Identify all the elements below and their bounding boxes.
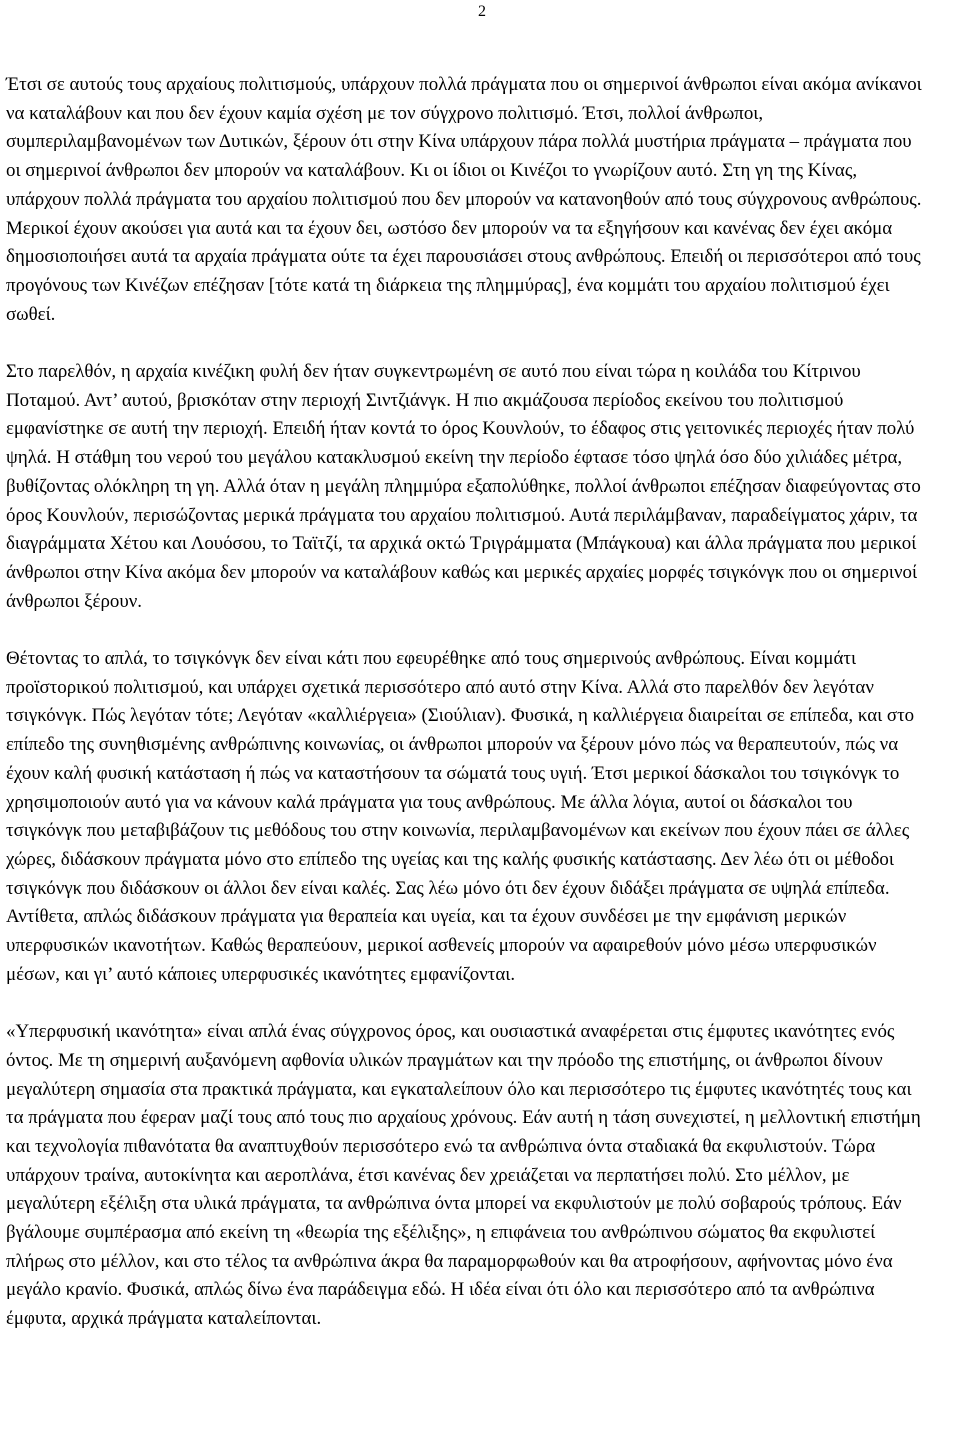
paragraph: Θέτοντας το απλά, το τσιγκόνγκ δεν είναι κάτι που εφευρέθηκε από τους σημερινούς ανθρώπους. Είναι κομμάτι προϊστορικού πολιτισμού, και υπάρχει σχετικά περισσότερο από αυτό στην Κίνα. Αλλά στο παρελθόν δεν λεγόταν τσιγκόνγκ. Πώς λεγόταν τότε; Λεγόταν «καλλιέργεια» (Σιούλιαν). Φυσικά, η καλλιέργεια διαιρείται σε επίπεδα, και στο επίπεδο της συνηθισμένης ανθρώπινης κοινωνίας, οι άνθρωποι μπορούν να ξέρουν μόνο πώς να θεραπευτούν, πώς να έχουν καλή φυσική κατάσταση ή πώς να καταστήσουν τα σώματά τους υγιή. Έτσι μερικοί δάσκαλοι του τσιγκόνγκ το χρησιμοποιούν αυτό για να κάνουν καλά πράγματα για τους ανθρώπους. Με άλλα λόγια, αυτοί οι δάσκαλοι του τσιγκόνγκ που μεταβιβάζουν τις μεθόδους του στην κοινωνία, περιλαμβανομένων και εκείνων που έχουν πάει σε άλλες χώρες, διδάσκουν πράγματα μόνο στο επίπεδο της υγείας και της καλής φυσικής κατάστασης. Δεν λέω ότι οι μέθοδοι τσιγκόνγκ που διδάσκουν οι άλλοι δεν είναι καλές. Σας λέω μόνο ότι δεν έχουν διδάξει πράγματα σε υψηλά επίπεδα. Αντίθετα, απλώς διδάσκουν πράγματα για θεραπεία και υγεία, και τα έχουν συνδέσει με την εμφάνιση μερικών υπερφυσικών ικανοτήτων. Καθώς θεραπεύουν, μερικοί ασθενείς μπορούν να αφαιρεθούν μόνο μέσω υπερφυσικών μέσων, και γι’ αυτό κάποιες υπερφυσικές ικανότητες εμφανίζονται. [6, 648, 915, 985]
document-body [6, 71, 926, 1334]
paragraph: Στο παρελθόν, η αρχαία κινέζικη φυλή δεν ήταν συγκεντρωμένη σε αυτό που είναι τώρα η κοιλάδα του Κίτρινου Ποταμού. Αντ’ αυτού, βρισκόταν στην περιοχή Σιντζιάνγκ. Η πιο ακμάζουσα περίοδος εκείνου του πολιτισμού εμφανίστηκε σε αυτή την περιοχή. Επειδή ήταν κοντά το όρος Κουνλούν, το έδαφος στις γειτονικές περιοχές ήταν πολύ ψηλά. Η στάθμη του νερού του μεγάλου κατακλυσμού εκείνη την περίοδο έφτασε τόσο ψηλά όσο δύο χιλιάδες μέτρα, βυθίζοντας ολόκληρη τη γη. Αλλά όταν η μεγάλη πλημμύρα εξαπολύθηκε, πολλοί άνθρωποι επέζησαν διαφεύγοντας στο όρος Κουνλούν, περισώζοντας μερικά πράγματα του αρχαίου πολιτισμού. Αυτά περιλάμβαναν, παραδείγματος χάριν, τα διαγράμματα Χέτου και Λουόσου, το Ταϊτζί, τα αρχικά οκτώ Τριγράμματα (Μπάγκουα) και άλλα πράγματα που μερικοί άνθρωποι στην Κίνα ακόμα δεν μπορούν να καταλάβουν καθώς και μερικές αρχαίες μορφές τσιγκόνγκ που οι σημερινοί άνθρωποι ξέρουν. [6, 361, 921, 612]
paragraph: Έτσι σε αυτούς τους αρχαίους πολιτισμούς, υπάρχουν πολλά πράγματα που οι σημερινοί άνθρωποι είναι ακόμα ανίκανοι να καταλάβουν και που δεν έχουν καμία σχέση με τον σύγχρονο πολιτισμό. Έτσι, πολλοί άνθρωποι, συμπεριλαμβανομένων των Δυτικών, ξέρουν ότι στην Κίνα υπάρχουν πάρα πολλά μυστήρια πράγματα – πράγματα που οι σημερινοί άνθρωποι δεν μπορούν να καταλάβουν. Κι οι ίδιοι οι Κινέζοι το γνωρίζουν αυτό. Στη γη της Κίνας, υπάρχουν πολλά πράγματα του αρχαίου πολιτισμού που δεν μπορούν να κατανοηθούν από τους σύγχρονους ανθρώπους. Μερικοί έχουν ακούσει για αυτά και τα έχουν δει, ωστόσο δεν μπορούν να τα εξηγήσουν και κανένας δεν έχει ακόμα δημοσιοποιήσει αυτά τα αρχαία πράγματα ούτε τα έχει παρουσιάσει στους ανθρώπους. Επειδή οι περισσότεροι από τους προγόνους των Κινέζων επέζησαν [τότε κατά τη διάρκεια της πλημμύρας], ένα κομμάτι του αρχαίου πολιτισμού έχει σωθεί. [6, 74, 922, 325]
page-number: 2 [478, 3, 486, 20]
paragraph: «Υπερφυσική ικανότητα» είναι απλά ένας σύγχρονος όρος, και ουσιαστικά αναφέρεται στις έμφυτες ικανότητες ενός όντος. Με τη σημερινή αυξανόμενη αφθονία υλικών πραγμάτων και την πρόοδο της επιστήμης, οι άνθρωποι δίνουν μεγαλύτερη σημασία στα πρακτικά πράγματα, και εγκαταλείπουν όλο και περισσότερο τις έμφυτες ικανότητές τους και τα πράγματα που έφεραν μαζί τους από τους πιο αρχαίους χρόνους. Εάν αυτή η τάση συνεχιστεί, η μελλοντική επιστήμη και τεχνολογία πιθανότατα θα αναπτυχθούν περισσότερο ενώ τα ανθρώπινα όντα σταδιακά θα εκφυλιστούν. Τώρα υπάρχουν τραίνα, αυτοκίνητα και αεροπλάνα, έτσι κανένας δεν χρειάζεται να περπατήσει πολύ. Στο μέλλον, με μεγαλύτερη εξέλιξη στα υλικά πράγματα, τα ανθρώπινα όντα μπορεί να εκφυλιστούν με πολύ σοβαρούς τρόπους. Εάν βγάλουμε συμπέρασμα από εκείνη τη «θεωρία της εξέλιξης», η επιφάνεια του ανθρώπινου σώματος θα εκφυλιστεί πλήρως στο μέλλον, και στο τέλος τα ανθρώπινα άκρα θα παραμορφωθούν και θα ατροφήσουν, αφήνοντας μόνο ένα μεγάλο κρανίο. Φυσικά, απλώς δίνω ένα παράδειγμα εδώ. Η ιδέα είναι ότι όλο και περισσότερο από τα ανθρώπινα έμφυτα, αρχικά πράγματα καταλείπονται. [6, 1021, 921, 1330]
